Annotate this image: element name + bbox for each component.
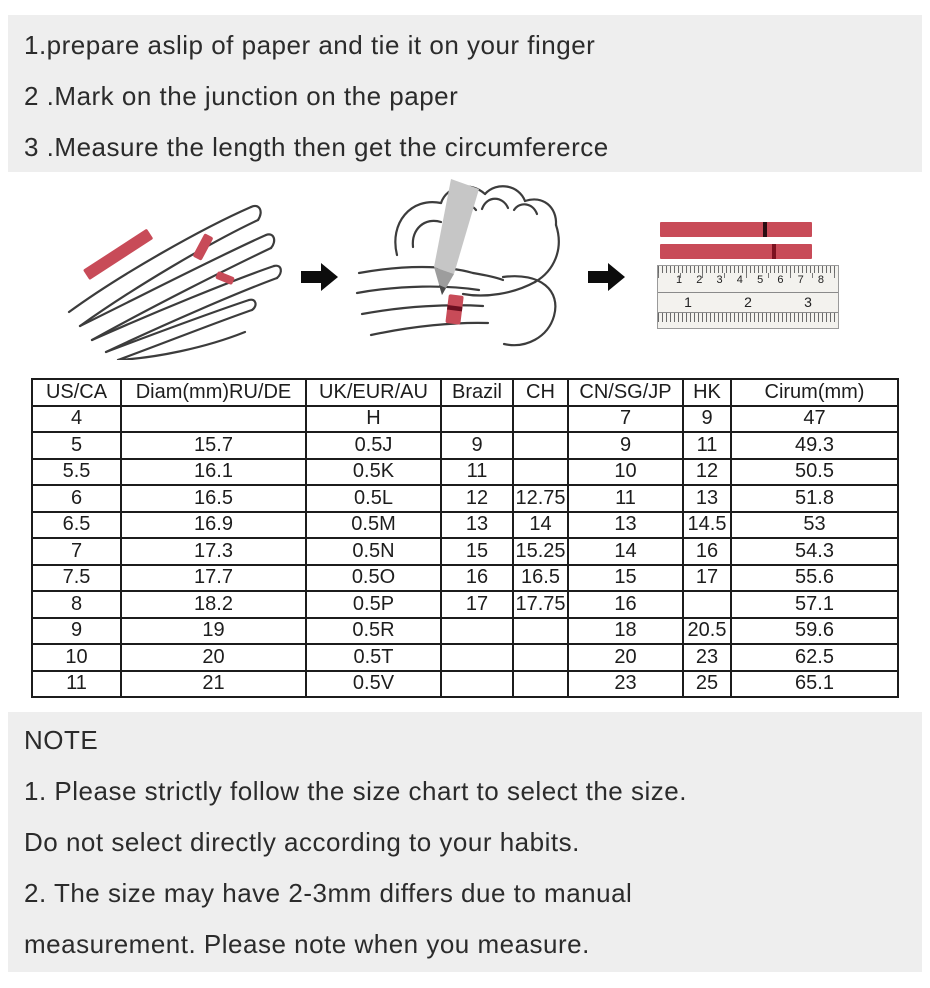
table-cell: 17.7 xyxy=(121,565,306,592)
column-header: Diam(mm)RU/DE xyxy=(121,379,306,406)
table-cell: 0.5T xyxy=(306,644,441,671)
table-cell: 17 xyxy=(683,565,731,592)
ruler-measuring-illustration xyxy=(655,220,841,332)
table-cell: 10 xyxy=(568,459,683,486)
column-header: CN/SG/JP xyxy=(568,379,683,406)
table-cell: 0.5O xyxy=(306,565,441,592)
instruction-step-2: 2 .Mark on the junction on the paper xyxy=(24,81,459,111)
table-cell: 17.3 xyxy=(121,538,306,565)
table-cell xyxy=(513,644,568,671)
table-cell: 16.9 xyxy=(121,512,306,539)
table-cell: 16 xyxy=(568,591,683,618)
table-cell: 65.1 xyxy=(731,671,898,698)
paper-strip-marked xyxy=(660,222,812,237)
ruler-number: 5 xyxy=(757,274,764,286)
table-cell: 14.5 xyxy=(683,512,731,539)
ruler-number: 7 xyxy=(797,274,804,286)
ruler-number: 2 xyxy=(696,274,703,286)
table-cell: 7 xyxy=(568,406,683,433)
table-cell: 6 xyxy=(32,485,121,512)
table-cell: 55.6 xyxy=(731,565,898,592)
table-cell: 9 xyxy=(441,432,513,459)
pencil-icon xyxy=(434,179,479,295)
table-cell xyxy=(513,671,568,698)
column-header: CH xyxy=(513,379,568,406)
table-row xyxy=(32,565,898,592)
table-cell xyxy=(513,618,568,645)
column-header: Cirum(mm) xyxy=(731,379,898,406)
table-cell: 25 xyxy=(683,671,731,698)
table-cell: 9 xyxy=(32,618,121,645)
table-cell: 15 xyxy=(568,565,683,592)
table-cell: 18 xyxy=(568,618,683,645)
column-header: UK/EUR/AU xyxy=(306,379,441,406)
table-cell: 20 xyxy=(568,644,683,671)
table-row xyxy=(32,644,898,671)
hand-with-paper-strip-illustration xyxy=(55,190,285,360)
ruler-number: 2 xyxy=(744,294,752,310)
table-cell: 0.5L xyxy=(306,485,441,512)
note-title: NOTE xyxy=(24,725,99,755)
instructions-panel xyxy=(8,15,922,172)
table-cell: 4 xyxy=(32,406,121,433)
table-cell: 11 xyxy=(683,432,731,459)
note-line: 2. The size may have 2-3mm differs due to manual xyxy=(24,878,633,908)
table-cell: 12.75 xyxy=(513,485,568,512)
table-cell: 16.1 xyxy=(121,459,306,486)
table-cell: 13 xyxy=(568,512,683,539)
table-row xyxy=(32,432,898,459)
measurement-illustrations xyxy=(0,172,930,378)
ruler-number: 3 xyxy=(716,274,723,286)
column-header: Brazil xyxy=(441,379,513,406)
instruction-step-3: 3 .Measure the length then get the circumfererce xyxy=(24,132,609,162)
ruler-number: 3 xyxy=(804,294,812,310)
table-cell xyxy=(513,459,568,486)
ruler xyxy=(657,265,839,329)
table-cell: 62.5 xyxy=(731,644,898,671)
table-cell: 17 xyxy=(441,591,513,618)
note-line: measurement. Please note when you measure. xyxy=(24,929,590,959)
table-cell: 49.3 xyxy=(731,432,898,459)
ruler-ticks xyxy=(658,266,838,273)
table-cell: 15 xyxy=(441,538,513,565)
table-cell: 13 xyxy=(441,512,513,539)
table-cell xyxy=(441,671,513,698)
table-cell: 9 xyxy=(683,406,731,433)
table-cell: 16 xyxy=(441,565,513,592)
table-header-row xyxy=(32,379,898,406)
table-cell: 20.5 xyxy=(683,618,731,645)
table-cell xyxy=(513,432,568,459)
table-cell: 53 xyxy=(731,512,898,539)
ruler-cm-scale xyxy=(658,273,838,292)
table-cell: 51.8 xyxy=(731,485,898,512)
table-cell: 0.5R xyxy=(306,618,441,645)
table-cell: 15.25 xyxy=(513,538,568,565)
table-cell: 20 xyxy=(121,644,306,671)
ruler-inch-scale xyxy=(658,292,838,312)
table-cell: 47 xyxy=(731,406,898,433)
table-cell: 0.5N xyxy=(306,538,441,565)
table-cell: 10 xyxy=(32,644,121,671)
table-cell: 16.5 xyxy=(513,565,568,592)
table-cell: 0.5V xyxy=(306,671,441,698)
table-row xyxy=(32,512,898,539)
table-cell: 50.5 xyxy=(731,459,898,486)
table-cell: 59.6 xyxy=(731,618,898,645)
table-row xyxy=(32,406,898,433)
instruction-step-1: 1.prepare aslip of paper and tie it on your finger xyxy=(24,30,596,60)
table-cell: 0.5K xyxy=(306,459,441,486)
paper-strip-marked xyxy=(660,244,812,259)
size-conversion-table xyxy=(31,378,899,698)
table-cell: 54.3 xyxy=(731,538,898,565)
table-row xyxy=(32,485,898,512)
table-row xyxy=(32,671,898,698)
arrow-right-icon xyxy=(588,262,626,292)
table-cell: 16 xyxy=(683,538,731,565)
table-cell: 11 xyxy=(32,671,121,698)
table-cell: 16.5 xyxy=(121,485,306,512)
note-line: 1. Please strictly follow the size chart to select the size. xyxy=(24,776,687,806)
table-row xyxy=(32,459,898,486)
table-cell: 11 xyxy=(568,485,683,512)
hand-marking-paper-illustration xyxy=(355,177,580,357)
note-line: Do not select directly according to your habits. xyxy=(24,827,580,857)
marked-paper-band xyxy=(445,294,463,325)
table-cell: 9 xyxy=(568,432,683,459)
table-cell: 8 xyxy=(32,591,121,618)
table-cell: 0.5M xyxy=(306,512,441,539)
table-cell xyxy=(513,406,568,433)
column-header: HK xyxy=(683,379,731,406)
ruler-number: 4 xyxy=(736,274,743,286)
table-cell xyxy=(121,406,306,433)
table-cell xyxy=(441,406,513,433)
table-cell: H xyxy=(306,406,441,433)
table-row xyxy=(32,618,898,645)
table-cell xyxy=(441,644,513,671)
table-row xyxy=(32,538,898,565)
table-cell: 23 xyxy=(568,671,683,698)
table-cell: 21 xyxy=(121,671,306,698)
note-panel xyxy=(8,712,922,972)
column-header: US/CA xyxy=(32,379,121,406)
table-cell: 7.5 xyxy=(32,565,121,592)
table-row xyxy=(32,591,898,618)
table-cell: 14 xyxy=(513,512,568,539)
table-cell: 6.5 xyxy=(32,512,121,539)
table-cell: 18.2 xyxy=(121,591,306,618)
table-cell: 14 xyxy=(568,538,683,565)
table-cell: 15.7 xyxy=(121,432,306,459)
table-cell xyxy=(441,618,513,645)
strip-mark xyxy=(772,244,776,259)
table-cell: 17.75 xyxy=(513,591,568,618)
ruler-number: 6 xyxy=(777,274,784,286)
table-cell: 5 xyxy=(32,432,121,459)
table-cell: 13 xyxy=(683,485,731,512)
table-cell: 19 xyxy=(121,618,306,645)
ruler-number: 1 xyxy=(684,294,692,310)
strip-mark xyxy=(763,222,767,237)
table-cell: 12 xyxy=(441,485,513,512)
table-cell: 23 xyxy=(683,644,731,671)
table-cell: 0.5J xyxy=(306,432,441,459)
table-cell: 0.5P xyxy=(306,591,441,618)
table-cell: 57.1 xyxy=(731,591,898,618)
ruler-number: 8 xyxy=(817,274,824,286)
ruler-number: 1 xyxy=(676,274,683,286)
table-cell: 5.5 xyxy=(32,459,121,486)
arrow-right-icon xyxy=(301,262,339,292)
table-cell xyxy=(683,591,731,618)
table-cell: 7 xyxy=(32,538,121,565)
ruler-ticks xyxy=(658,312,838,322)
table-cell: 12 xyxy=(683,459,731,486)
table-cell: 11 xyxy=(441,459,513,486)
